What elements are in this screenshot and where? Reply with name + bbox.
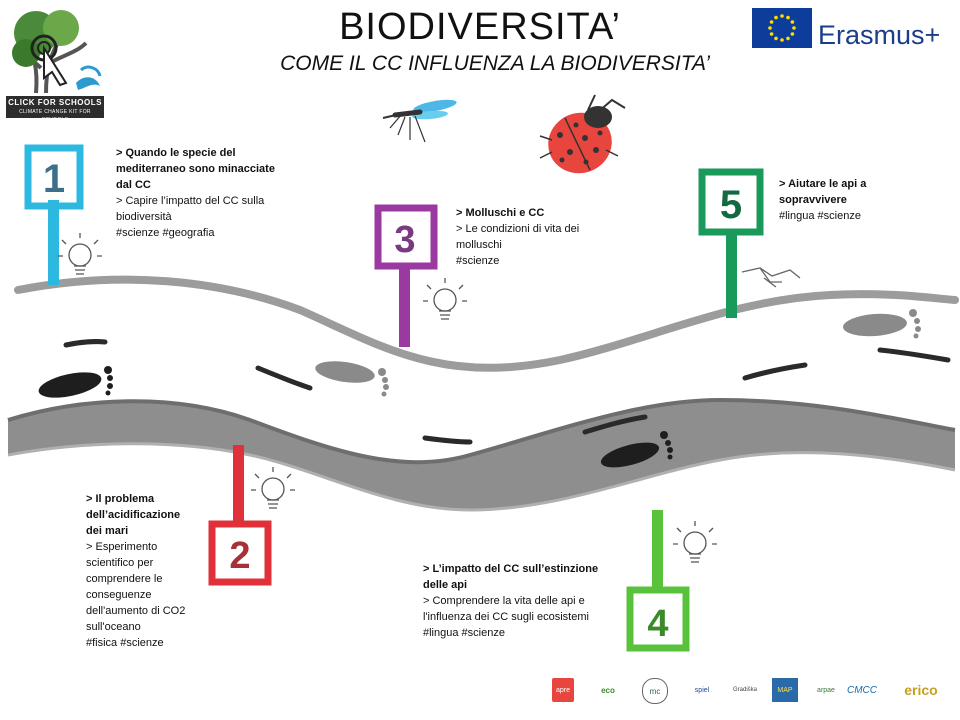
step-2-detail-line: scientifico per <box>86 557 154 569</box>
ladybug-icon <box>540 95 625 182</box>
step-5-title-line: sopravvivere <box>779 194 847 206</box>
step-4-tags: #lingua #scienze <box>423 627 505 639</box>
step-1-title-line: > Quando le specie del <box>116 147 236 159</box>
step-1-text <box>116 145 296 241</box>
step-3-detail-line: molluschi <box>456 239 502 251</box>
page-subtitle: COME IL CC INFLUENZA LA BIODIVERSITA’ <box>280 52 710 75</box>
partner-logo-gradiska: Gradiška <box>732 687 757 693</box>
sign-3 <box>378 208 434 347</box>
step-1-detail-line: biodiversità <box>116 211 172 223</box>
sign-5 <box>702 172 760 318</box>
step-1-detail-line: > Capire l’impatto del CC sulla <box>116 195 265 207</box>
step-2-detail-line: > Esperimento <box>86 541 158 553</box>
step-2-title-line: > Il problema <box>86 493 155 505</box>
step-2-text <box>86 491 226 651</box>
erasmus-plus-logo: Erasmus+ <box>818 20 941 50</box>
step-1-title-line: mediterraneo sono minacciate <box>116 163 275 175</box>
partner-logo-spiel: spiel <box>694 686 710 694</box>
logo-line-1: CLICK FOR SCHOOLS <box>8 98 102 107</box>
step-2-detail-line: comprendere le <box>86 573 163 585</box>
step-1-tags: #scienze #geografia <box>116 227 215 239</box>
step-2-detail-line: conseguenze <box>86 589 152 601</box>
mosquito-icon <box>383 97 458 142</box>
step-3-tags: #scienze <box>456 255 500 267</box>
partner-logo-map: MAP <box>772 678 798 702</box>
step-2-title-line: dell’acidificazione <box>86 509 181 521</box>
sign-2-number: 2 <box>229 535 251 577</box>
logo-line-2: CLIMATE CHANGE KIT FOR SCHOOLS <box>19 109 91 123</box>
sign-5-number: 5 <box>719 183 743 227</box>
step-4-title-line: > L’impatto del CC sull’estinzione <box>423 563 599 575</box>
partner-logo-mc: mc <box>642 678 668 704</box>
step-2-detail-line: sull'oceano <box>86 621 141 633</box>
step-2-detail-line: dell'aumento di CO2 <box>86 605 186 617</box>
step-4-text <box>423 561 623 641</box>
step-2-title-line: dei mari <box>86 525 129 537</box>
sign-4-number: 4 <box>647 603 669 645</box>
step-4-detail-line: > Comprendere la vita delle api e <box>423 595 585 607</box>
step-4-detail-line: l'influenza dei CC sugli ecosistemi <box>423 611 589 623</box>
sign-1-number: 1 <box>42 157 66 201</box>
sign-3-number: 3 <box>394 219 416 261</box>
handshake-icon <box>742 268 800 287</box>
step-1-title-line: dal CC <box>116 179 151 191</box>
partner-logo-eco: eco <box>601 685 615 695</box>
partner-logo-apre: apre <box>552 678 574 702</box>
step-4-title-line: delle api <box>423 579 468 591</box>
page-title: BIODIVERSITA’ <box>339 6 621 48</box>
step-5-title-line: > Aiutare le api a <box>779 178 867 190</box>
partner-logo-arpae: arpae <box>817 686 835 694</box>
step-3-title-line: > Molluschi e CC <box>456 207 545 219</box>
sign-1 <box>28 148 80 285</box>
step-5-text <box>779 176 939 224</box>
step-3-text <box>456 205 626 269</box>
step-2-tags: #fisica #scienze <box>86 637 164 649</box>
sign-4 <box>630 510 686 648</box>
step-5-tags: #lingua #scienze <box>779 210 861 222</box>
partner-logo-cmcc: CMCC <box>847 684 877 696</box>
partner-logo-erico: erico <box>904 682 938 698</box>
lightbulb-icon <box>58 233 102 274</box>
step-3-detail-line: > Le condizioni di vita dei <box>456 223 580 235</box>
